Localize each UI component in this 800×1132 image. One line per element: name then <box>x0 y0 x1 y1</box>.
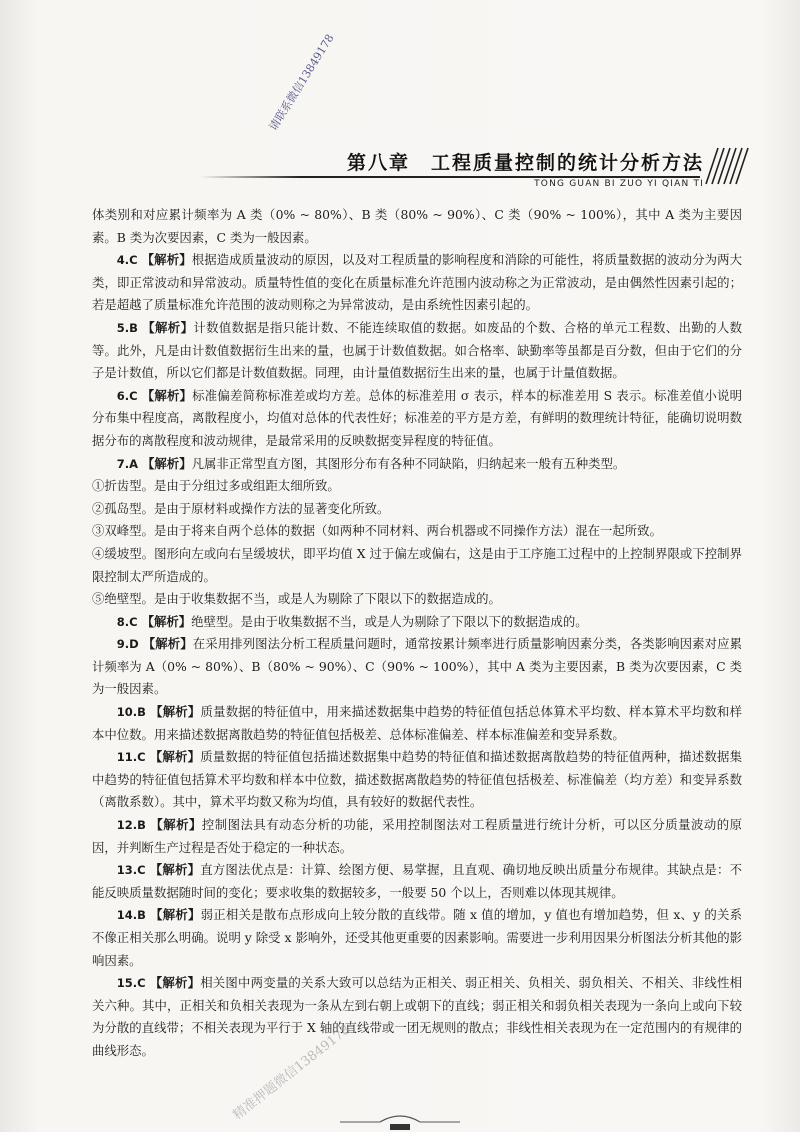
analysis-tag: 【解析】 <box>142 455 192 471</box>
answer-number: 15.C <box>116 976 146 991</box>
footer-ornament-icon <box>340 1108 460 1132</box>
analysis-tag: 【解析】 <box>150 704 201 720</box>
paragraph-text: ④缓坡型。图形向左或向右呈缓坡状，即平均值 X 过于偏左或偏右，这是由于工序施工过程中的上控制界限或下控制界限控制太严所造成的。 <box>92 545 742 584</box>
paragraph-text: 凡属非正常型直方图，其图形分布有各种不同缺陷，归纳起来一般有五种类型。 <box>191 455 626 471</box>
answer-explanation <box>92 904 742 972</box>
answer-explanation <box>92 385 742 453</box>
answer-explanation <box>92 611 742 634</box>
analysis-tag: 【解析】 <box>150 907 201 923</box>
paragraph-text: 标准偏差简称标准差或均方差。总体的标准差用 σ 表示，样本的标准差用 S 表示。标准差值小说明分布集中程度高，离散程度小，均值对总体的代表性好；标准差的平方是方差，有鲜明的数理统计特征，能确切说明数据分布的离散程度和波动规律，是最常采用的反映数据变异程度的特征值。 <box>92 387 743 448</box>
answer-explanation <box>92 317 742 385</box>
paragraph-text: ⑤绝壁型。是由于收集数据不当，或是人为剔除了下限以下的数据造成的。 <box>92 591 501 607</box>
analysis-tag: 【解析】 <box>141 387 193 403</box>
header-pinyin: TONG GUAN BI ZUO YI QIAN TI <box>534 179 704 189</box>
page-header <box>0 0 800 200</box>
analysis-tag: 【解析】 <box>149 975 201 991</box>
answer-explanations <box>92 204 742 1063</box>
answer-number: 12.B <box>116 818 146 833</box>
paragraph-text: 计数值数据是指只能计数、不能连续取值的数据。如废品的个数、合格的单元工程数、出勤的人数等。此外，凡是由计数值数据衍生出来的量，也属于计数值数据。如合格率、缺勤率等虽都是百分数，但由于它们的分子是计数值，所以它们都是计数值数据。同理，由计量值数据衍生出来的量，也属于计量值数据。 <box>92 319 743 381</box>
answer-number: 5.B <box>116 320 138 335</box>
analysis-tag: 【解析】 <box>149 749 201 765</box>
paragraph-text: ③双峰型。是由于将来自两个总体的数据（如两种不同材料、两台机器或不同操作方法）混在一起所致。 <box>92 523 662 539</box>
paragraph-text: 绝壁型。是由于收集数据不当，或是人为剔除了下限以下的数据造成的。 <box>191 613 588 629</box>
analysis-tag: 【解析】 <box>149 862 201 878</box>
paragraph-text: ①折齿型。是由于分组过多或组距太细所致。 <box>92 478 340 494</box>
paragraph-text: 体类别和对应累计频率为 A 类（0% ~ 80%）、B 类（80% ~ 90%）、C 类（90% ~ 100%），其中 A 类为主要因素。B 类为次要因素，C 类为一般因素。 <box>92 207 742 245</box>
answer-explanation <box>92 249 742 317</box>
answer-explanation <box>92 814 742 859</box>
paragraph-text: 相关图中两变量的关系大致可以总结为正相关、弱正相关、负相关、弱负相关、不相关、非线性相关六种。其中，正相关和负相关表现为一条从左到右朝上或朝下的直线；弱正相关和弱负相关表现为一条向上或向下较为分散的直线带；不相关表现为平行于 X 轴的直线带或一团无规则的散点；非线性相关表现为在一定范围内的有规律的曲线形态。 <box>92 975 742 1058</box>
header-stripes-icon <box>704 146 752 186</box>
list-item <box>92 498 742 521</box>
answer-number: 14.B <box>116 908 146 923</box>
answer-explanation <box>92 746 742 814</box>
answer-number: 10.B <box>116 705 146 720</box>
chapter-title: 第八章 工程质量控制的统计分析方法 <box>346 152 704 174</box>
analysis-tag: 【解析】 <box>150 817 202 833</box>
answer-explanation <box>92 859 742 904</box>
answer-number: 6.C <box>116 388 138 403</box>
header-rule-fade <box>200 176 300 178</box>
answer-number: 13.C <box>116 863 146 878</box>
list-item <box>92 475 742 498</box>
answer-number: 9.D <box>116 637 139 652</box>
paragraph-text: 质量数据的特征值包括描述数据集中趋势的特征值和描述数据离散趋势的特征值两种，描述数据集中趋势的特征值包括算术平均数和样本中位数，描述数据离散趋势的特征值包括极差、标准偏差（均方差）和变异系数（离散系数）。其中，算术平均数又称为均值，具有较好的数据代表性。 <box>92 749 742 810</box>
analysis-tag: 【解析】 <box>141 252 192 268</box>
answer-number: 8.C <box>116 614 138 629</box>
answer-explanation <box>92 633 742 701</box>
watermark-bottom: 精准押题微信13849178 <box>230 1022 354 1123</box>
paragraph-text: 质量数据的特征值中，用来描述数据集中趋势的特征值包括总体算术平均数、样本算术平均数和样本中位数。用来描述数据离散趋势的特征值包括极差、总体标准偏差、样本标准偏差和变异系数。 <box>92 704 743 742</box>
list-item <box>92 543 742 588</box>
paragraph-text: 在采用排列图法分析工程质量问题时，通常按累计频率进行质量影响因素分类，各类影响因素对应累计频率为 A（0% ~ 80%）、B（80% ~ 90%）、C（90% ~ 100%），其中 A 类为主要因素，B 类为次要因素，C 类为一般因素。 <box>92 636 743 697</box>
analysis-tag: 【解析】 <box>142 319 194 335</box>
answer-number: 11.C <box>116 750 146 765</box>
paragraph-text: 弱正相关是散布点形成向上较分散的直线带。随 x 值的增加，y 值也有增加趋势，但 x、y 的关系不像正相关那么明确。说明 y 除受 x 影响外，还受其他更重要的因素影响。需要进一步利用因果分析图法分析其他的影响因素。 <box>92 907 742 968</box>
paragraph <box>92 204 742 249</box>
analysis-tag: 【解析】 <box>141 613 192 629</box>
answer-explanation <box>92 972 742 1062</box>
analysis-tag: 【解析】 <box>142 636 193 652</box>
answer-number: 4.C <box>116 253 138 268</box>
paragraph-text: 控制图法具有动态分析的功能，采用控制图法对工程质量进行统计分析，可以区分质量波动的原因，并判断生产过程是否处于稳定的一种状态。 <box>92 817 742 855</box>
list-item <box>92 588 742 611</box>
paragraph-text: 根据造成质量波动的原因，以及对工程质量的影响程度和消除的可能性，将质量数据的波动分为两大类，即正常波动和异常波动。质量特性值的变化在质量标准允许范围内波动称之为正常波动，是由偶然性因素引起的；若是超越了质量标准允许范围的波动则称之为异常波动，是由系统性因素引起的。 <box>92 252 743 313</box>
answer-explanation <box>92 701 742 746</box>
list-item <box>92 520 742 543</box>
paragraph-text: 直方图法优点是：计算、绘图方便、易掌握，且直观、确切地反映出质量分布规律。其缺点是：不能反映质量数据随时间的变化；要求收集的数据较多，一般要 50 个以上，否则难以体现其规律。 <box>92 862 742 900</box>
answer-number: 7.A <box>116 456 139 471</box>
paragraph-text: ②孤岛型。是由于原材料或操作方法的显著变化所致。 <box>92 500 390 516</box>
answer-explanation <box>92 453 742 476</box>
header-rule <box>300 176 700 178</box>
watermark-top: 请联系微信13849178 <box>266 31 337 133</box>
